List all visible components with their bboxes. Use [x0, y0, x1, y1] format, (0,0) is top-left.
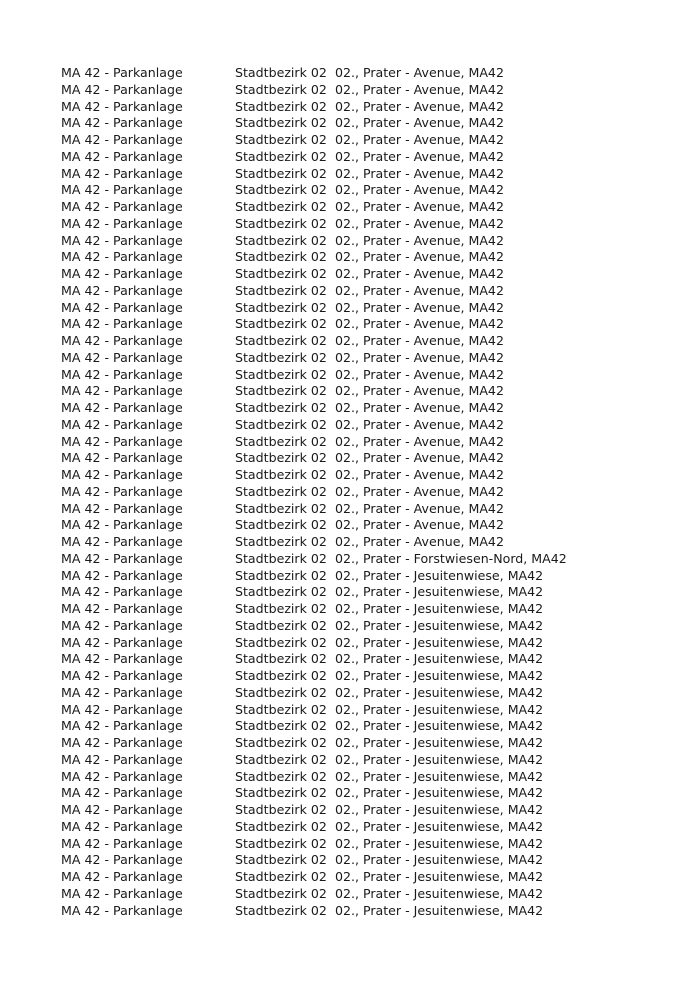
table-row — [61, 300, 681, 317]
owner-cell: MA 42 - Parkanlage — [61, 467, 183, 482]
owner-cell: MA 42 - Parkanlage — [61, 299, 183, 315]
owner-cell: MA 42 - Parkanlage — [61, 266, 183, 281]
location-cell: 02., Prater - Jesuitenwiese, MA42 — [334, 584, 544, 600]
district-cell: Stadtbezirk 02 — [235, 148, 327, 164]
district-cell: Stadtbezirk 02 — [235, 165, 327, 181]
location-cell: 02., Prater - Jesuitenwiese, MA42 — [334, 634, 544, 650]
owner-cell: MA 42 - Parkanlage — [61, 885, 183, 901]
location-cell: 02., Prater - Avenue, MA42 — [334, 266, 504, 281]
district-cell: Stadtbezirk 02 — [235, 215, 327, 231]
district-cell: Stadtbezirk 02 — [235, 232, 327, 248]
table-row — [61, 166, 681, 183]
owner-cell: MA 42 - Parkanlage — [61, 400, 183, 415]
location-cell: 02., Prater - Avenue, MA42 — [334, 450, 504, 466]
district-cell: Stadtbezirk 02 — [235, 383, 327, 399]
owner-cell: MA 42 - Parkanlage — [61, 115, 183, 131]
table-row — [61, 819, 681, 836]
location-cell: 02., Prater - Jesuitenwiese, MA42 — [334, 751, 544, 767]
location-cell: 02., Prater - Avenue, MA42 — [334, 282, 504, 298]
table-row — [61, 718, 681, 735]
district-cell: Stadtbezirk 02 — [235, 785, 327, 801]
location-cell: 02., Prater - Jesuitenwiese, MA42 — [334, 684, 544, 700]
owner-cell: MA 42 - Parkanlage — [61, 751, 183, 767]
table-row — [61, 551, 681, 568]
district-cell: Stadtbezirk 02 — [235, 818, 327, 834]
owner-cell: MA 42 - Parkanlage — [61, 684, 183, 700]
owner-cell: MA 42 - Parkanlage — [61, 701, 183, 717]
table-row — [61, 568, 681, 585]
location-cell: 02., Prater - Avenue, MA42 — [334, 483, 504, 499]
table-row — [61, 769, 681, 786]
district-cell: Stadtbezirk 02 — [235, 617, 327, 633]
table-row — [61, 886, 681, 903]
district-cell: Stadtbezirk 02 — [235, 115, 327, 131]
location-cell: 02., Prater - Avenue, MA42 — [334, 467, 504, 482]
location-cell: 02., Prater - Jesuitenwiese, MA42 — [334, 617, 544, 633]
location-cell: 02., Prater - Jesuitenwiese, MA42 — [334, 818, 544, 834]
table-row — [61, 685, 681, 702]
table-row — [61, 852, 681, 869]
table-row — [61, 517, 681, 534]
location-cell: 02., Prater - Jesuitenwiese, MA42 — [334, 885, 544, 901]
table-row — [61, 249, 681, 266]
owner-cell: MA 42 - Parkanlage — [61, 902, 183, 918]
location-cell: 02., Prater - Jesuitenwiese, MA42 — [334, 852, 544, 868]
table-row — [61, 149, 681, 166]
location-cell: 02., Prater - Forstwiesen-Nord, MA42 — [334, 550, 567, 566]
district-cell: Stadtbezirk 02 — [235, 684, 327, 700]
owner-cell: MA 42 - Parkanlage — [61, 165, 183, 181]
table-row — [61, 283, 681, 300]
table-row — [61, 115, 681, 132]
owner-cell: MA 42 - Parkanlage — [61, 735, 183, 750]
table-row — [61, 216, 681, 233]
table-row — [61, 467, 681, 484]
location-cell: 02., Prater - Avenue, MA42 — [334, 383, 504, 399]
district-cell: Stadtbezirk 02 — [235, 483, 327, 499]
district-cell: Stadtbezirk 02 — [235, 835, 327, 851]
location-cell: 02., Prater - Jesuitenwiese, MA42 — [334, 902, 544, 918]
table-row — [61, 501, 681, 518]
owner-cell: MA 42 - Parkanlage — [61, 148, 183, 164]
location-cell: 02., Prater - Jesuitenwiese, MA42 — [334, 785, 544, 801]
table-row — [61, 434, 681, 451]
table-row — [61, 266, 681, 283]
location-cell: 02., Prater - Avenue, MA42 — [334, 148, 504, 164]
district-cell: Stadtbezirk 02 — [235, 249, 327, 265]
district-cell: Stadtbezirk 02 — [235, 349, 327, 365]
district-cell: Stadtbezirk 02 — [235, 651, 327, 667]
district-cell: Stadtbezirk 02 — [235, 869, 327, 884]
location-cell: 02., Prater - Avenue, MA42 — [334, 400, 504, 415]
table-row — [61, 785, 681, 802]
table-row — [61, 802, 681, 819]
owner-cell: MA 42 - Parkanlage — [61, 802, 183, 817]
district-cell: Stadtbezirk 02 — [235, 584, 327, 600]
owner-cell: MA 42 - Parkanlage — [61, 132, 183, 147]
location-cell: 02., Prater - Avenue, MA42 — [334, 299, 504, 315]
district-cell: Stadtbezirk 02 — [235, 802, 327, 817]
owner-cell: MA 42 - Parkanlage — [61, 617, 183, 633]
owner-cell: MA 42 - Parkanlage — [61, 383, 183, 399]
district-cell: Stadtbezirk 02 — [235, 299, 327, 315]
district-cell: Stadtbezirk 02 — [235, 433, 327, 449]
district-cell: Stadtbezirk 02 — [235, 98, 327, 114]
district-cell: Stadtbezirk 02 — [235, 266, 327, 281]
location-cell: 02., Prater - Jesuitenwiese, MA42 — [334, 802, 544, 817]
district-cell: Stadtbezirk 02 — [235, 601, 327, 616]
table-row — [61, 400, 681, 417]
district-cell: Stadtbezirk 02 — [235, 182, 327, 198]
district-cell: Stadtbezirk 02 — [235, 81, 327, 97]
table-row — [61, 367, 681, 384]
owner-cell: MA 42 - Parkanlage — [61, 785, 183, 801]
district-cell: Stadtbezirk 02 — [235, 199, 327, 214]
owner-cell: MA 42 - Parkanlage — [61, 818, 183, 834]
owner-cell: MA 42 - Parkanlage — [61, 282, 183, 298]
district-cell: Stadtbezirk 02 — [235, 751, 327, 767]
owner-cell: MA 42 - Parkanlage — [61, 500, 183, 516]
owner-cell: MA 42 - Parkanlage — [61, 232, 183, 248]
owner-cell: MA 42 - Parkanlage — [61, 584, 183, 600]
district-cell: Stadtbezirk 02 — [235, 634, 327, 650]
location-cell: 02., Prater - Jesuitenwiese, MA42 — [334, 668, 544, 683]
district-cell: Stadtbezirk 02 — [235, 416, 327, 432]
location-cell: 02., Prater - Avenue, MA42 — [334, 517, 504, 533]
owner-cell: MA 42 - Parkanlage — [61, 601, 183, 616]
location-cell: 02., Prater - Avenue, MA42 — [334, 199, 504, 214]
table-row — [61, 199, 681, 216]
location-cell: 02., Prater - Avenue, MA42 — [334, 65, 504, 80]
table-row — [61, 735, 681, 752]
table-row — [61, 635, 681, 652]
table-row — [61, 903, 681, 920]
table-row — [61, 618, 681, 635]
owner-cell: MA 42 - Parkanlage — [61, 65, 183, 80]
district-cell: Stadtbezirk 02 — [235, 282, 327, 298]
location-cell: 02., Prater - Avenue, MA42 — [334, 534, 504, 549]
owner-cell: MA 42 - Parkanlage — [61, 333, 183, 348]
table-row — [61, 99, 681, 116]
district-cell: Stadtbezirk 02 — [235, 467, 327, 482]
location-cell: 02., Prater - Avenue, MA42 — [334, 115, 504, 131]
district-cell: Stadtbezirk 02 — [235, 400, 327, 415]
owner-cell: MA 42 - Parkanlage — [61, 534, 183, 549]
owner-cell: MA 42 - Parkanlage — [61, 349, 183, 365]
table-row — [61, 182, 681, 199]
location-cell: 02., Prater - Jesuitenwiese, MA42 — [334, 735, 544, 750]
location-cell: 02., Prater - Jesuitenwiese, MA42 — [334, 651, 544, 667]
owner-cell: MA 42 - Parkanlage — [61, 718, 183, 734]
location-cell: 02., Prater - Avenue, MA42 — [334, 316, 504, 332]
district-cell: Stadtbezirk 02 — [235, 316, 327, 332]
location-cell: 02., Prater - Jesuitenwiese, MA42 — [334, 869, 544, 884]
location-cell: 02., Prater - Avenue, MA42 — [334, 333, 504, 348]
location-cell: 02., Prater - Avenue, MA42 — [334, 81, 504, 97]
owner-cell: MA 42 - Parkanlage — [61, 98, 183, 114]
owner-cell: MA 42 - Parkanlage — [61, 869, 183, 884]
owner-cell: MA 42 - Parkanlage — [61, 81, 183, 97]
district-cell: Stadtbezirk 02 — [235, 132, 327, 147]
table-row — [61, 702, 681, 719]
owner-cell: MA 42 - Parkanlage — [61, 366, 183, 382]
table-row — [61, 584, 681, 601]
location-cell: 02., Prater - Avenue, MA42 — [334, 500, 504, 516]
location-cell: 02., Prater - Avenue, MA42 — [334, 98, 504, 114]
district-cell: Stadtbezirk 02 — [235, 718, 327, 734]
table-row — [61, 450, 681, 467]
location-cell: 02., Prater - Avenue, MA42 — [334, 349, 504, 365]
location-cell: 02., Prater - Jesuitenwiese, MA42 — [334, 601, 544, 616]
owner-cell: MA 42 - Parkanlage — [61, 433, 183, 449]
district-cell: Stadtbezirk 02 — [235, 768, 327, 784]
owner-cell: MA 42 - Parkanlage — [61, 567, 183, 583]
location-cell: 02., Prater - Jesuitenwiese, MA42 — [334, 718, 544, 734]
table-row — [61, 651, 681, 668]
location-cell: 02., Prater - Avenue, MA42 — [334, 182, 504, 198]
table-row — [61, 534, 681, 551]
location-cell: 02., Prater - Avenue, MA42 — [334, 249, 504, 265]
district-cell: Stadtbezirk 02 — [235, 885, 327, 901]
owner-cell: MA 42 - Parkanlage — [61, 249, 183, 265]
owner-cell: MA 42 - Parkanlage — [61, 517, 183, 533]
district-cell: Stadtbezirk 02 — [235, 534, 327, 549]
owner-cell: MA 42 - Parkanlage — [61, 483, 183, 499]
owner-cell: MA 42 - Parkanlage — [61, 634, 183, 650]
table-row — [61, 484, 681, 501]
location-cell: 02., Prater - Avenue, MA42 — [334, 366, 504, 382]
owner-cell: MA 42 - Parkanlage — [61, 835, 183, 851]
district-cell: Stadtbezirk 02 — [235, 65, 327, 80]
owner-cell: MA 42 - Parkanlage — [61, 215, 183, 231]
owner-cell: MA 42 - Parkanlage — [61, 182, 183, 198]
owner-cell: MA 42 - Parkanlage — [61, 852, 183, 868]
table-row — [61, 836, 681, 853]
owner-cell: MA 42 - Parkanlage — [61, 450, 183, 466]
record-list — [61, 65, 681, 919]
table-row — [61, 333, 681, 350]
location-cell: 02., Prater - Avenue, MA42 — [334, 416, 504, 432]
district-cell: Stadtbezirk 02 — [235, 517, 327, 533]
location-cell: 02., Prater - Jesuitenwiese, MA42 — [334, 567, 544, 583]
table-row — [61, 132, 681, 149]
location-cell: 02., Prater - Avenue, MA42 — [334, 132, 504, 147]
owner-cell: MA 42 - Parkanlage — [61, 316, 183, 332]
owner-cell: MA 42 - Parkanlage — [61, 416, 183, 432]
owner-cell: MA 42 - Parkanlage — [61, 651, 183, 667]
table-row — [61, 65, 681, 82]
location-cell: 02., Prater - Jesuitenwiese, MA42 — [334, 701, 544, 717]
district-cell: Stadtbezirk 02 — [235, 735, 327, 750]
table-row — [61, 350, 681, 367]
district-cell: Stadtbezirk 02 — [235, 550, 327, 566]
district-cell: Stadtbezirk 02 — [235, 333, 327, 348]
district-cell: Stadtbezirk 02 — [235, 450, 327, 466]
table-row — [61, 869, 681, 886]
table-row — [61, 752, 681, 769]
location-cell: 02., Prater - Jesuitenwiese, MA42 — [334, 768, 544, 784]
district-cell: Stadtbezirk 02 — [235, 500, 327, 516]
location-cell: 02., Prater - Avenue, MA42 — [334, 433, 504, 449]
owner-cell: MA 42 - Parkanlage — [61, 668, 183, 683]
table-row — [61, 601, 681, 618]
table-row — [61, 383, 681, 400]
owner-cell: MA 42 - Parkanlage — [61, 768, 183, 784]
table-row — [61, 417, 681, 434]
district-cell: Stadtbezirk 02 — [235, 701, 327, 717]
district-cell: Stadtbezirk 02 — [235, 366, 327, 382]
district-cell: Stadtbezirk 02 — [235, 902, 327, 918]
owner-cell: MA 42 - Parkanlage — [61, 199, 183, 214]
table-row — [61, 82, 681, 99]
district-cell: Stadtbezirk 02 — [235, 668, 327, 683]
location-cell: 02., Prater - Avenue, MA42 — [334, 165, 504, 181]
table-row — [61, 316, 681, 333]
location-cell: 02., Prater - Avenue, MA42 — [334, 232, 504, 248]
location-cell: 02., Prater - Avenue, MA42 — [334, 215, 504, 231]
district-cell: Stadtbezirk 02 — [235, 567, 327, 583]
table-row — [61, 668, 681, 685]
district-cell: Stadtbezirk 02 — [235, 852, 327, 868]
table-row — [61, 233, 681, 250]
location-cell: 02., Prater - Jesuitenwiese, MA42 — [334, 835, 544, 851]
owner-cell: MA 42 - Parkanlage — [61, 550, 183, 566]
